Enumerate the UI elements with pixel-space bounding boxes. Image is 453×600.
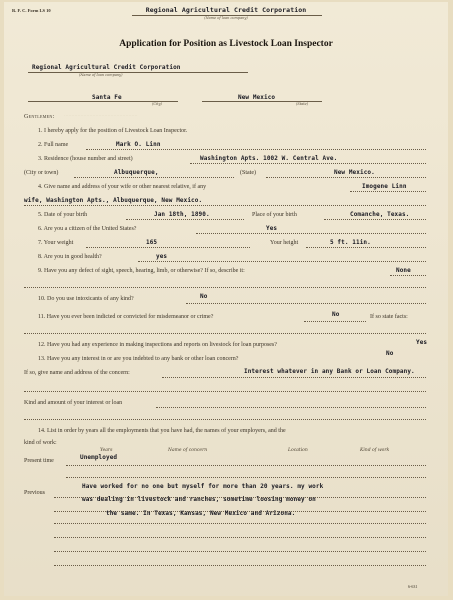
previous-value-2: was dealing in livestock and ranches, sometime loosing money on <box>82 496 316 503</box>
height-value: 5 ft. 11in. <box>330 239 371 246</box>
question-3-label: 3. Residence (house number and street) <box>38 156 133 162</box>
defect-value: None <box>396 267 411 274</box>
previous-line-3 <box>54 523 426 524</box>
present-label: Present time <box>24 458 54 464</box>
question-12-label: 12. Have you had any experience in making inspections and reports on livestock for loan purposes? <box>38 342 277 348</box>
addressee-name-caption: (Name of loan company) <box>79 73 123 77</box>
kind-line-2 <box>24 419 426 420</box>
previous-line-5 <box>54 551 426 552</box>
birth-date-line <box>126 219 244 220</box>
defect-line-2 <box>24 287 426 288</box>
citizen-value: Yes <box>266 225 278 232</box>
state-label: (State) <box>240 170 256 176</box>
addressee-name-line <box>28 72 248 73</box>
question-11-label: 11. Have you ever been indicted or convicted for misdemeanor or crime? <box>38 314 214 320</box>
question-8-label: 8. Are you in good health? <box>38 254 102 260</box>
question-7-label: 7. Your weight <box>38 240 74 246</box>
city-label: (City or town) <box>24 170 59 176</box>
citizen-line <box>196 233 426 234</box>
form-title: Application for Position as Livestock Loan Inspector <box>119 39 333 49</box>
health-line <box>138 261 426 262</box>
form-number: R. F. C. Form LS 10 <box>12 8 51 13</box>
kind-label: Kind and amount of your interest or loan <box>24 400 123 406</box>
question-14-label-2: kind of work: <box>24 440 57 446</box>
intoxicants-line <box>186 303 426 304</box>
birthplace-line <box>324 219 426 220</box>
residence-value: Washington Apts. 1002 W. Central Ave. <box>200 155 338 162</box>
kind-line <box>156 407 426 408</box>
question-1: 1. I hereby apply for the position of Livestock Loan Inspector. <box>38 128 188 134</box>
intoxicants-value: No <box>200 293 208 300</box>
previous-value-3: the same. In Texas, Kansas, New Mexico and Arizona. <box>106 510 296 517</box>
defect-line <box>390 275 426 276</box>
weight-line <box>86 247 250 248</box>
height-label: Your height <box>270 240 299 246</box>
concern-value: Interest whatever in any Bank or Loan Company. <box>244 368 415 375</box>
full-name-line <box>86 149 426 150</box>
question-13-label: 13. Have you any interest in or are you indebted to any bank or other loan concern? <box>38 356 239 362</box>
relative-name-line <box>350 191 426 192</box>
relative-address-line <box>24 205 426 206</box>
question-5-label: 5. Date of your birth <box>38 212 88 218</box>
present-line-2 <box>66 477 426 478</box>
weight-value: 165 <box>146 239 158 246</box>
footer-code: 6-631 <box>408 584 418 589</box>
state-line <box>266 177 426 178</box>
column-years: Years <box>100 448 113 453</box>
height-line <box>306 247 426 248</box>
question-10-label: 10. Do you use intoxicants of any kind? <box>38 296 134 302</box>
column-concern: Name of concern <box>168 448 208 453</box>
previous-value-1: Have worked for no one but myself for more than 20 years. my work <box>82 483 324 490</box>
question-11-suffix: If so state facts: <box>370 314 408 320</box>
birthplace-label: Place of your birth <box>252 212 297 218</box>
health-value: yes <box>156 253 168 260</box>
relative-name-value: Imogene Linn <box>362 183 407 190</box>
residence-line <box>190 163 426 164</box>
column-location: Location <box>288 448 308 453</box>
convicted-facts-line <box>24 333 426 334</box>
previous-label: Previous <box>24 490 45 496</box>
concern-line-2 <box>24 391 426 392</box>
question-2-label: 2. Full name <box>38 142 69 148</box>
question-6-label: 6. Are you a citizen of the United States? <box>38 226 137 232</box>
experience-value: Yes <box>416 339 428 346</box>
full-name-value: Mark O. Linn <box>116 141 161 148</box>
addressee-city-value: Santa Fe <box>92 94 122 101</box>
state-value: New Mexico. <box>334 169 375 176</box>
previous-line-6 <box>54 565 426 566</box>
present-line <box>66 465 426 466</box>
salutation: Gentlemen: <box>24 114 55 120</box>
form-page <box>4 2 448 596</box>
concern-label: If so, give name and address of the concern: <box>24 370 130 376</box>
present-value: Unemployed <box>80 454 118 461</box>
convicted-line <box>304 321 366 322</box>
addressee-name-value: Regional Agricultural Credit Corporation <box>32 64 181 71</box>
column-kind: Kind of work <box>360 448 390 453</box>
addressee-state-caption: (State) <box>296 102 309 106</box>
birth-date-value: Jan 18th, 1890. <box>154 211 210 218</box>
previous-line-4 <box>54 537 426 538</box>
birthplace-value: Comanche, Texas. <box>350 211 410 218</box>
bleed-through-text: ................................................. <box>64 112 138 118</box>
question-4-label: 4. Give name and address of your wife or other nearest relative, if any <box>38 184 207 190</box>
city-value: Albuquerque, <box>114 169 159 176</box>
corp-name-caption: (Name of loan company) <box>204 16 248 20</box>
indebted-value: No <box>386 350 394 357</box>
concern-line <box>162 377 426 378</box>
corp-name-header: Regional Agricultural Credit Corporation <box>145 6 307 14</box>
bleed-through-text: ......................................... <box>124 522 186 528</box>
question-14-label: 14. List in order by years all the employments that you have had, the names of your employers, and the <box>38 428 286 434</box>
addressee-city-caption: (City) <box>152 102 162 106</box>
relative-address-value: wife, Washington Apts., Albuquerque, New Mexico. <box>24 197 203 204</box>
addressee-state-value: New Mexico <box>238 94 276 101</box>
city-line <box>74 177 234 178</box>
question-9-label: 9. Have you any defect of sight, speech, hearing, limb, or otherwise? If so, describe it: <box>38 268 245 274</box>
convicted-value: No <box>332 311 340 318</box>
